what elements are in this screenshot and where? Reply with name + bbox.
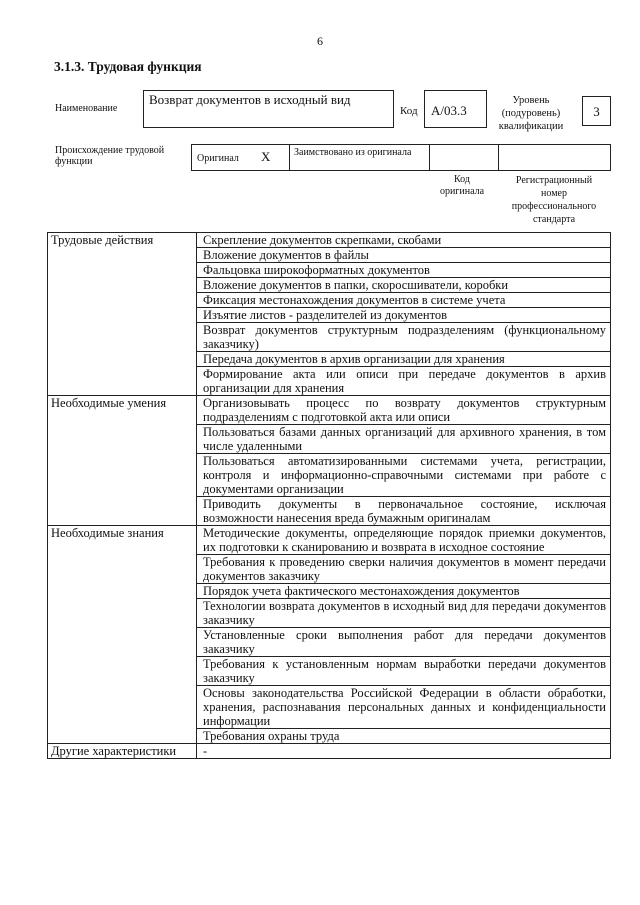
code-label: Код xyxy=(400,105,418,117)
name-value: Возврат документов в исходный вид xyxy=(149,92,351,107)
level-label: Уровень (подуровень) квалификации xyxy=(498,95,564,132)
list-item: Пользоваться автоматизированными системами учета, регистрации, контроля и информационно-справочными системами при работе с документами организации xyxy=(197,454,610,497)
row-content xyxy=(197,744,611,759)
list-item: Технологии возврата документов в исходный вид для передачи документов заказчику xyxy=(197,599,610,628)
level-box xyxy=(582,96,611,126)
row-label: Другие характеристики xyxy=(48,744,197,759)
list-item: Фальцовка широкоформатных документов xyxy=(197,263,610,278)
list-item: Вложение документов в папки, скоросшиватели, коробки xyxy=(197,278,610,293)
list-item: Пользоваться базами данных организаций для архивного хранения, в том числе удаленными xyxy=(197,425,610,454)
list-item: Методические документы, определяющие порядок приемки документов, их подготовки к сканированию и возврата в исходное состояние xyxy=(197,526,610,555)
row-label: Трудовые действия xyxy=(48,233,197,396)
list-item: Требования к установленным нормам выработки передачи документов заказчику xyxy=(197,657,610,686)
origin-divider xyxy=(429,145,430,170)
table-row xyxy=(48,526,611,744)
list-item: Скрепление документов скрепками, скобами xyxy=(197,233,610,248)
borrowed-label: Заимствовано из оригинала xyxy=(294,147,412,158)
function-table xyxy=(47,232,611,759)
list-item: Формирование акта или описи при передаче документов в архив организации для хранения xyxy=(203,367,606,395)
origin-code-label: Код оригинала xyxy=(439,174,485,197)
name-box xyxy=(143,90,394,128)
list-item: Порядок учета фактического местонахождения документов xyxy=(197,584,610,599)
page-number: 6 xyxy=(317,34,323,48)
list-item: Требования охраны труда xyxy=(203,729,340,743)
list-item: Установленные сроки выполнения работ для передачи документов заказчику xyxy=(197,628,610,657)
list-item: Изъятие листов - разделителей из документов xyxy=(197,308,610,323)
list-item: Передача документов в архив организации для хранения xyxy=(197,352,610,367)
original-label: Оригинал xyxy=(197,153,239,164)
section-heading: 3.1.3. Трудовая функция xyxy=(54,59,202,74)
name-label: Наименование xyxy=(55,103,118,114)
row-content xyxy=(197,233,611,396)
origin-label: Происхождение трудовой функции xyxy=(55,145,165,167)
level-value: 3 xyxy=(593,104,600,119)
row-label: Необходимые знания xyxy=(48,526,197,744)
row-label: Необходимые умения xyxy=(48,396,197,526)
table-row xyxy=(48,744,611,759)
list-item: Фиксация местонахождения документов в системе учета xyxy=(197,293,610,308)
origin-divider xyxy=(289,145,290,170)
reg-number-label: Регистрационный номер профессионального стандарта xyxy=(511,175,597,225)
list-item: Приводить документы в первоначальное состояние, исключая возможности нанесения вреда бумажным оригиналам xyxy=(203,497,606,525)
list-item: Возврат документов структурным подразделениям (функциональному заказчику) xyxy=(197,323,610,352)
origin-divider xyxy=(498,145,499,170)
list-item: Требования к проведению сверки наличия документов в момент передачи документов заказчику xyxy=(197,555,610,584)
table-row xyxy=(48,396,611,526)
code-value: А/03.3 xyxy=(431,103,467,118)
list-item: Организовывать процесс по возврату документов структурным подразделениям с подготовкой акта или описи xyxy=(197,396,610,425)
row-content xyxy=(197,526,611,744)
table-row xyxy=(48,233,611,396)
row-content xyxy=(197,396,611,526)
list-item: - xyxy=(203,744,208,758)
code-box xyxy=(424,90,487,128)
origin-row xyxy=(191,144,611,171)
list-item: Вложение документов в файлы xyxy=(197,248,610,263)
list-item: Основы законодательства Российской Федерации в области обработки, хранения, распознавания персональных данных и конфиденциальности информации xyxy=(197,686,610,729)
original-mark: X xyxy=(261,149,271,164)
